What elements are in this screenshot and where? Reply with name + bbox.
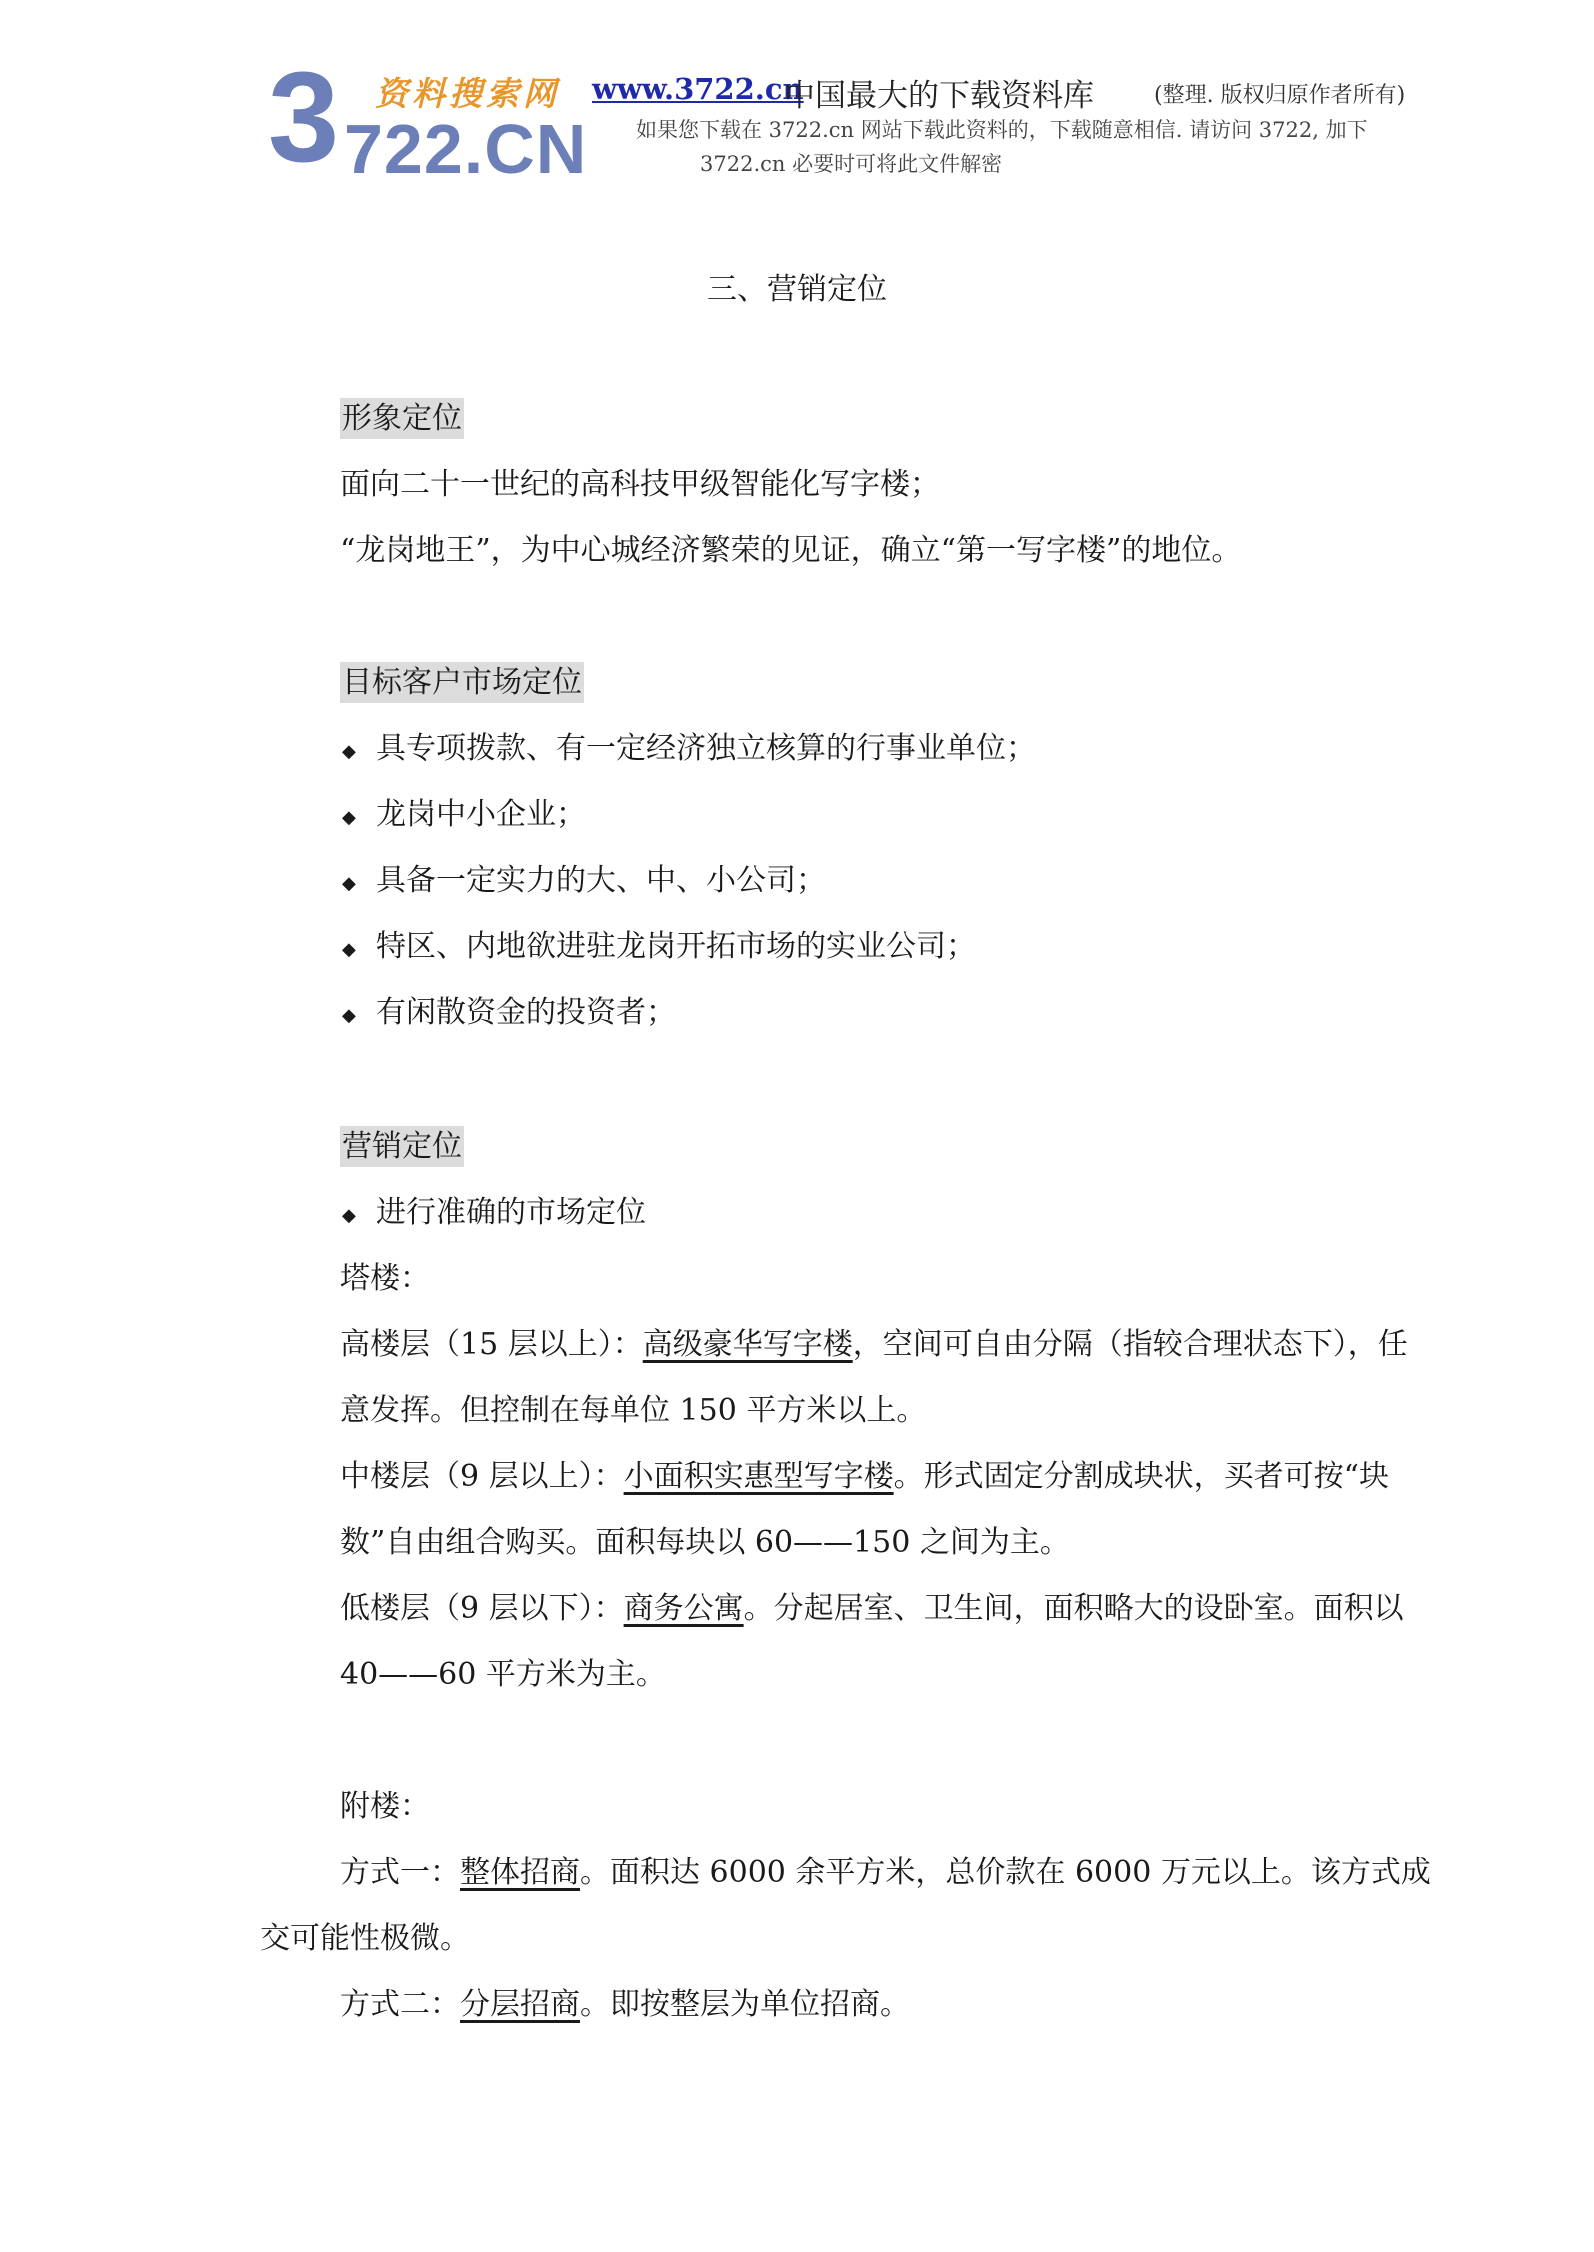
low-floor-line-2: 40——60 平方米为主。 xyxy=(340,1657,666,1692)
mid-floor-key: 小面积实惠型写字楼 xyxy=(623,1459,894,1494)
way-2-key: 分层招商 xyxy=(460,1987,580,2022)
mid-floor-line-1: 中楼层（9 层以上）：小面积实惠型写字楼。形式固定分割成块状，买者可按“块 xyxy=(340,1459,1389,1494)
target-item-3: 具备一定实力的大、中、小公司； xyxy=(376,863,826,898)
high-floor-key: 高级豪华写字楼 xyxy=(642,1327,853,1362)
low-floor-key: 商务公寓 xyxy=(623,1591,744,1626)
target-item-2: 龙岗中小企业； xyxy=(376,797,586,832)
image-line-2: “龙岗地王”，为中心城经济繁荣的见证，确立“第一写字楼”的地位。 xyxy=(340,533,1242,568)
bullet-icon: ◆ xyxy=(342,741,356,762)
target-item-1: 具专项拨款、有一定经济独立核算的行事业单位； xyxy=(376,731,1036,766)
image-line-1: 面向二十一世纪的高科技甲级智能化写字楼； xyxy=(340,467,940,502)
high-floor-line-1: 高楼层（15 层以上）：高级豪华写字楼，空间可自由分隔（指较合理状态下），任 xyxy=(340,1327,1408,1362)
annex-label: 附楼： xyxy=(340,1789,430,1824)
logo-domain-text: 722.CN xyxy=(344,110,588,188)
target-item-4: 特区、内地欲进驻龙岗开拓市场的实业公司； xyxy=(376,929,976,964)
header-notice-line-1: 如果您下载在 3722.cn 网站下载此资料的，下载随意相信. 请访问 3722, 加下 xyxy=(636,118,1368,142)
site-logo[interactable] xyxy=(268,46,588,189)
bullet-icon: ◆ xyxy=(342,807,356,828)
logo-chinese-text: 资料搜索网 xyxy=(375,74,560,113)
marketing-bullet: 进行准确的市场定位 xyxy=(376,1195,646,1230)
low-floor-line-1: 低楼层（9 层以下）：商务公寓。分起居室、卫生间，面积略大的设卧室。面积以 xyxy=(340,1591,1404,1626)
section-heading-marketing: 营销定位 xyxy=(340,1132,464,1162)
way-1-key: 整体招商 xyxy=(460,1855,580,1890)
section-heading-image: 形象定位 xyxy=(340,404,464,434)
header-rights-note: (整理. 版权归原作者所有) xyxy=(1154,83,1406,108)
mid-floor-line-2: 数”自由组合购买。面积每块以 60——150 之间为主。 xyxy=(340,1525,1070,1560)
tower-label: 塔楼： xyxy=(340,1261,430,1296)
logo-number: 3 xyxy=(268,46,340,189)
header-slogan: 中国最大的下载资料库 xyxy=(784,78,1094,114)
way-1-line-1: 方式一：整体招商。面积达 6000 余平方米，总价款在 6000 万元以上。该方式成 xyxy=(340,1855,1431,1890)
high-floor-line-2: 意发挥。但控制在每单位 150 平方米以上。 xyxy=(340,1393,927,1428)
way-1-line-2: 交可能性极微。 xyxy=(260,1921,470,1956)
bullet-icon: ◆ xyxy=(342,1005,356,1026)
section-heading-target: 目标客户市场定位 xyxy=(340,668,584,698)
bullet-icon: ◆ xyxy=(342,939,356,960)
target-item-5: 有闲散资金的投资者； xyxy=(376,995,676,1030)
page-header xyxy=(0,0,1594,200)
document-title: 三、营销定位 xyxy=(707,272,887,307)
bullet-icon: ◆ xyxy=(342,873,356,894)
way-2-line: 方式二：分层招商。即按整层为单位招商。 xyxy=(340,1987,910,2022)
header-notice-line-2: 3722.cn 必要时可将此文件解密 xyxy=(700,152,1003,176)
bullet-icon: ◆ xyxy=(342,1205,356,1226)
site-link[interactable]: www.3722.cn xyxy=(592,72,804,106)
